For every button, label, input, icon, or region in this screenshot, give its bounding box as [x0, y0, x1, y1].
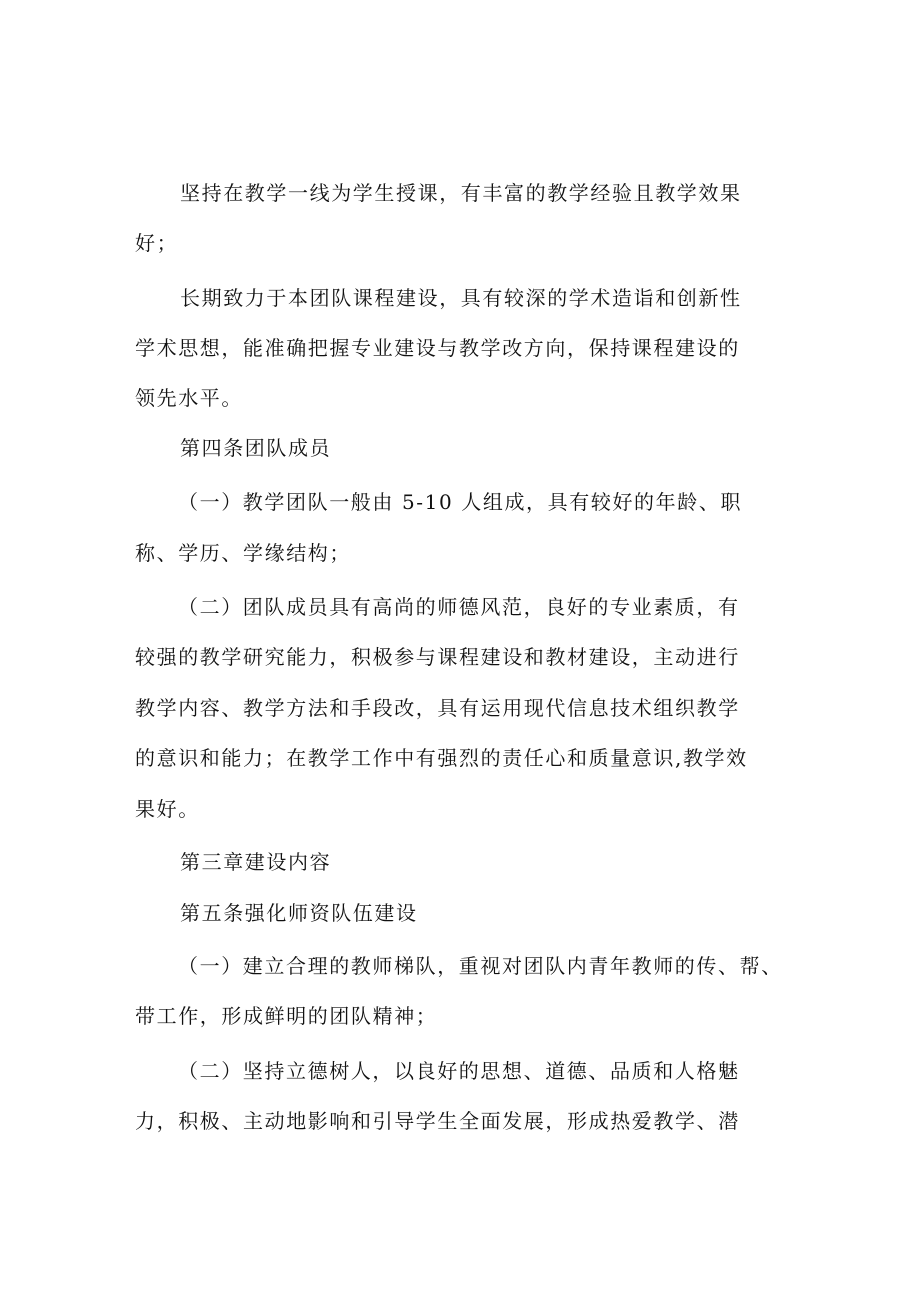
paragraph-line: 领先水平。	[135, 386, 243, 410]
paragraph-line: （一）教学团队一般由 5-10 人组成，具有较好的年龄、职	[178, 490, 743, 514]
paragraph-line: 教学内容、教学方法和手段改，具有运用现代信息技术组织教学	[135, 696, 740, 720]
paragraph-line: （一）建立合理的教师梯队，重视对团队内青年教师的传、帮、	[178, 954, 783, 978]
article-heading: 第四条团队成员	[180, 436, 332, 460]
paragraph-line: 好；	[135, 231, 179, 255]
paragraph-line: 果好。	[135, 797, 200, 821]
paragraph-line: 力，积极、主动地影响和引导学生全面发展，形成热爱教学、潜	[135, 1109, 740, 1133]
article-heading: 第五条强化师资队伍建设	[180, 901, 418, 925]
paragraph-line: （二）团队成员具有高尚的师德风范，良好的专业素质，有	[178, 595, 740, 619]
paragraph-line: 学术思想，能准确把握专业建设与教学改方向，保持课程建设的	[135, 336, 740, 360]
paragraph-line: 的意识和能力；在教学工作中有强烈的责任心和质量意识,教学效	[135, 746, 748, 770]
paragraph-line: （二）坚持立德树人，以良好的思想、道德、品质和人格魅	[178, 1059, 740, 1083]
paragraph-line: 带工作，形成鲜明的团队精神；	[135, 1004, 438, 1028]
paragraph-line: 长期致力于本团队课程建设，具有较深的学术造诣和创新性	[180, 286, 742, 310]
chapter-heading: 第三章建设内容	[180, 850, 332, 874]
paragraph-line: 较强的教学研究能力，积极参与课程建设和教材建设，主动进行	[135, 645, 740, 669]
paragraph-line: 称、学历、学缘结构；	[135, 541, 351, 565]
paragraph-line: 坚持在教学一线为学生授课，有丰富的教学经验且教学效果	[180, 181, 742, 205]
